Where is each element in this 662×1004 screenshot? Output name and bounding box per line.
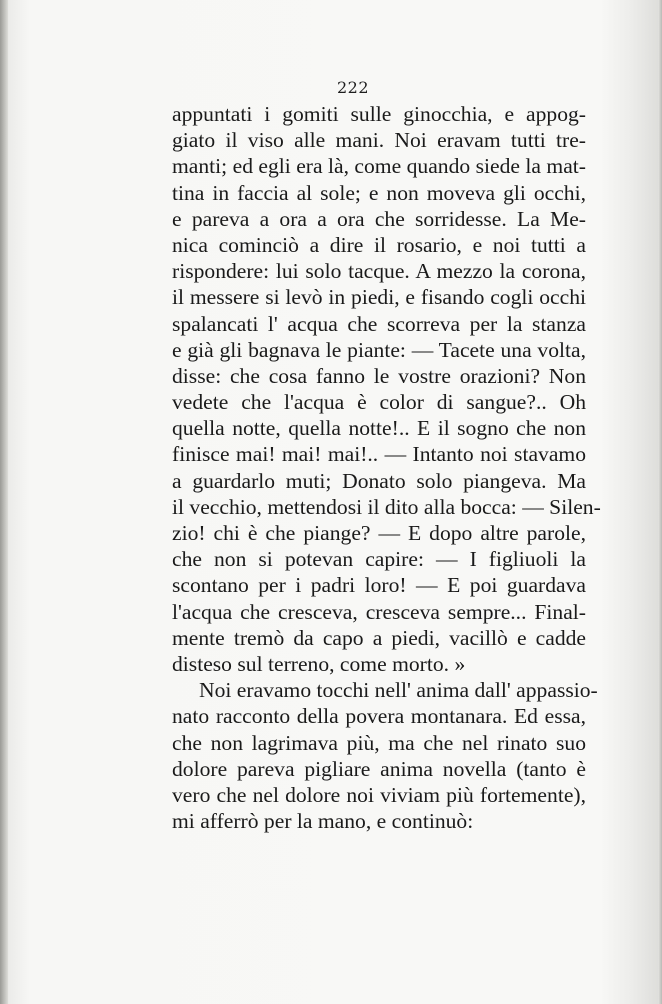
text-line: disteso sul terreno, come morto. » bbox=[172, 651, 466, 676]
text-line: mi afferrò per la mano, e continuò: bbox=[172, 809, 474, 834]
text-line: giato il viso alle mani. Noi eravam tutti tre- bbox=[172, 128, 586, 153]
text-line: quella notte, quella notte!.. E il sogno che non bbox=[172, 416, 586, 441]
text-line: dolore pareva pigliare anima novella (tanto è bbox=[172, 756, 586, 781]
text-line: e pareva a ora a ora che sorridesse. La Me- bbox=[172, 206, 586, 231]
page-number: 222 bbox=[336, 78, 370, 97]
text-line: disse: che cosa fanno le vostre orazioni? Non bbox=[172, 363, 586, 388]
text-line: nica cominciò a dire il rosario, e noi tutti a bbox=[172, 232, 586, 257]
text-line: il messere si levò in piedi, e fisando cogli occhi bbox=[172, 285, 586, 310]
text-line: e già gli bagnava le piante: — Tacete una volta, bbox=[172, 337, 586, 362]
text-line: scontano per i padri loro! — E poi guardava bbox=[172, 573, 586, 598]
text-line: che non si potevan capire: — I figliuoli la bbox=[172, 547, 586, 572]
text-line: nato racconto della povera montanara. Ed essa, bbox=[172, 704, 586, 729]
text-line: manti; ed egli era là, come quando siede la mat- bbox=[172, 154, 586, 179]
text-line: spalancati l' acqua che scorreva per la stanza bbox=[172, 311, 586, 336]
page-left-edge-shadow bbox=[0, 0, 8, 1004]
text-line: vedete che l'acqua è color di sangue?.. Oh bbox=[172, 390, 586, 415]
paragraph-1 bbox=[172, 101, 601, 677]
text-line: che non lagrimava più, ma che nel rinato suo bbox=[172, 730, 586, 755]
page-right-edge-shadow bbox=[658, 0, 662, 1004]
text-line: tina in faccia al sole; e non moveva gli occhi, bbox=[172, 180, 586, 205]
text-line: zio! chi è che piange? — E dopo altre parole, bbox=[172, 521, 586, 545]
text-line: Noi eravamo tocchi nell' anima dall' appassio- bbox=[199, 678, 598, 703]
paragraph-2 bbox=[172, 677, 598, 834]
text-line: vero che nel dolore noi viviam più fortemente), bbox=[172, 782, 586, 807]
text-line: finisce mai! mai! mai!.. — Intanto noi stavamo bbox=[172, 442, 586, 467]
text-line: appuntati i gomiti sulle ginocchia, e appog- bbox=[172, 102, 586, 126]
text-line: il vecchio, mettendosi il dito alla bocca: — Silen- bbox=[172, 494, 601, 519]
text-line: rispondere: lui solo tacque. A mezzo la corona, bbox=[172, 259, 586, 284]
text-line: a guardarlo muti; Donato solo piangeva. Ma bbox=[172, 468, 586, 493]
text-line: l'acqua che cresceva, cresceva sempre... Final- bbox=[172, 599, 586, 624]
text-line: mente tremò da capo a piedi, vacillò e cadde bbox=[172, 625, 586, 650]
body-text bbox=[172, 101, 601, 834]
